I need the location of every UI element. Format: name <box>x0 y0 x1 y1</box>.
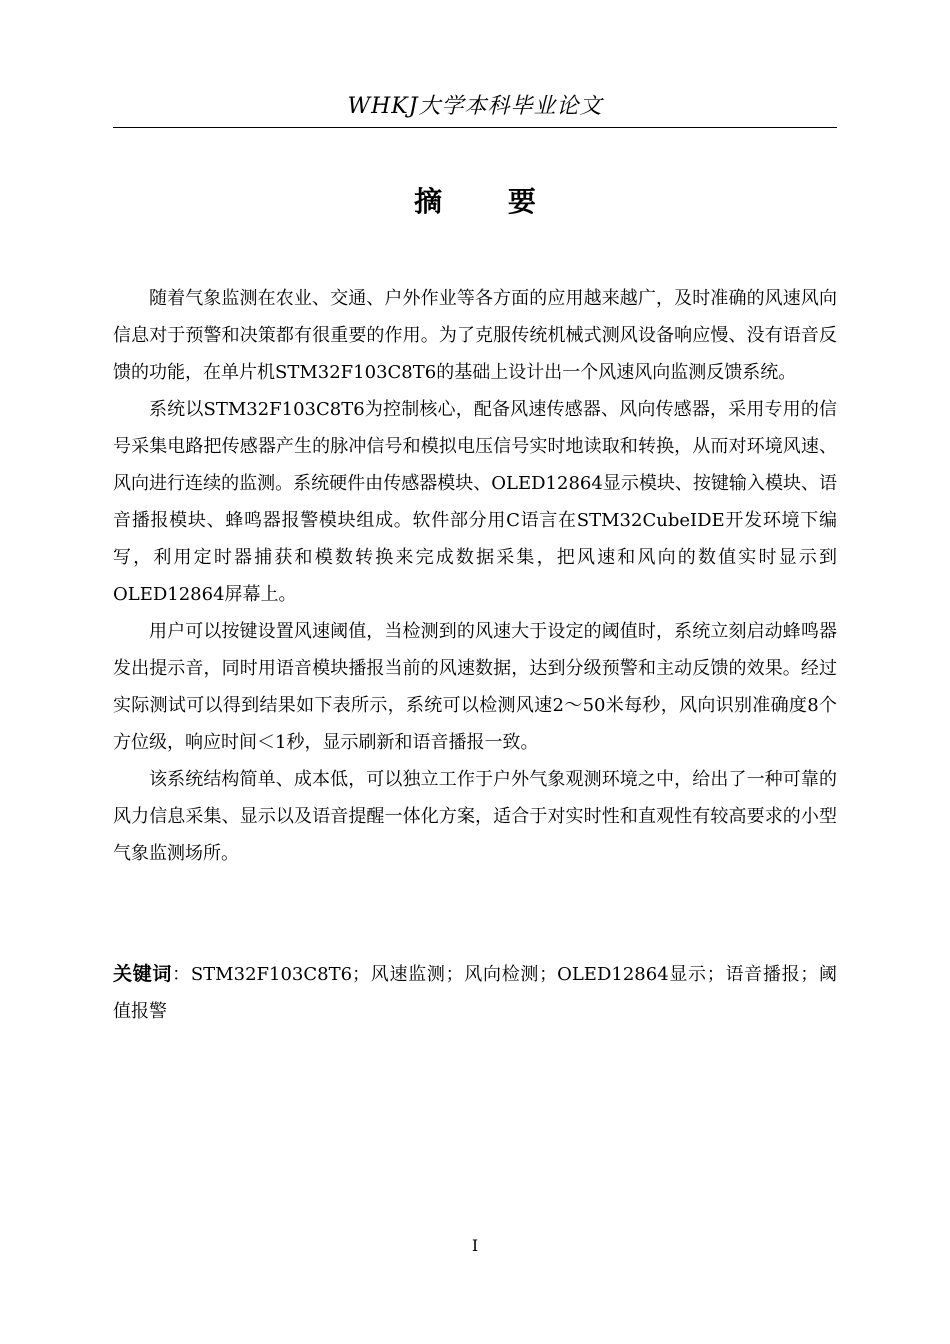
keywords-text: STM32F103C8T6；风速监测；风向检测；OLED12864显示；语音播报；阈值报警 <box>113 964 837 1022</box>
abstract-paragraph-3: 用户可以按键设置风速阈值，当检测到的风速大于设定的阈值时，系统立刻启动蜂鸣器发出提示音，同时用语音模块播报当前的风速数据，达到分级预警和主动反馈的效果。经过实际测试可以得到结果如下表所示，系统可以检测风速2～50米每秒，风向识别准确度8个方位级，响应时间＜1秒，显示刷新和语音播报一致。 <box>113 621 837 753</box>
page-number: I <box>471 1236 479 1255</box>
abstract-paragraph-1: 随着气象监测在农业、交通、户外作业等各方面的应用越来越广，及时准确的风速风向信息对于预警和决策都有很重要的作用。为了克服传统机械式测风设备响应慢、没有语音反馈的功能，在单片机STM32F103C8T6的基础上设计出一个风速风向监测反馈系统。 <box>113 288 837 383</box>
keywords-line <box>113 956 837 1030</box>
abstract-paragraph-4: 该系统结构简单、成本低，可以独立工作于户外气象观测环境之中，给出了一种可靠的风力信息采集、显示以及语音提醒一体化方案，适合于对实时性和直观性有较高要求的小型气象监测场所。 <box>113 769 837 864</box>
header-divider <box>113 127 837 128</box>
running-header: WHKJ大学本科毕业论文 <box>347 94 603 119</box>
abstract-title: 摘 要 <box>414 185 564 218</box>
abstract-body <box>113 280 837 872</box>
abstract-paragraph-2: 系统以STM32F103C8T6为控制核心，配备风速传感器、风向传感器，采用专用的信号采集电路把传感器产生的脉冲信号和模拟电压信号实时地读取和转换，从而对环境风速、风向进行连续的监测。系统硬件由传感器模块、OLED12864显示模块、按键输入模块、语音播报模块、蜂鸣器报警模块组成。软件部分用C语言在STM32CubeIDE开发环境下编写，利用定时器捕获和模数转换来完成数据采集，把风速和风向的数值实时显示到OLED12864屏幕上。 <box>113 399 837 605</box>
keywords-label: 关键词 <box>113 963 173 985</box>
keywords-separator: ： <box>172 964 191 985</box>
